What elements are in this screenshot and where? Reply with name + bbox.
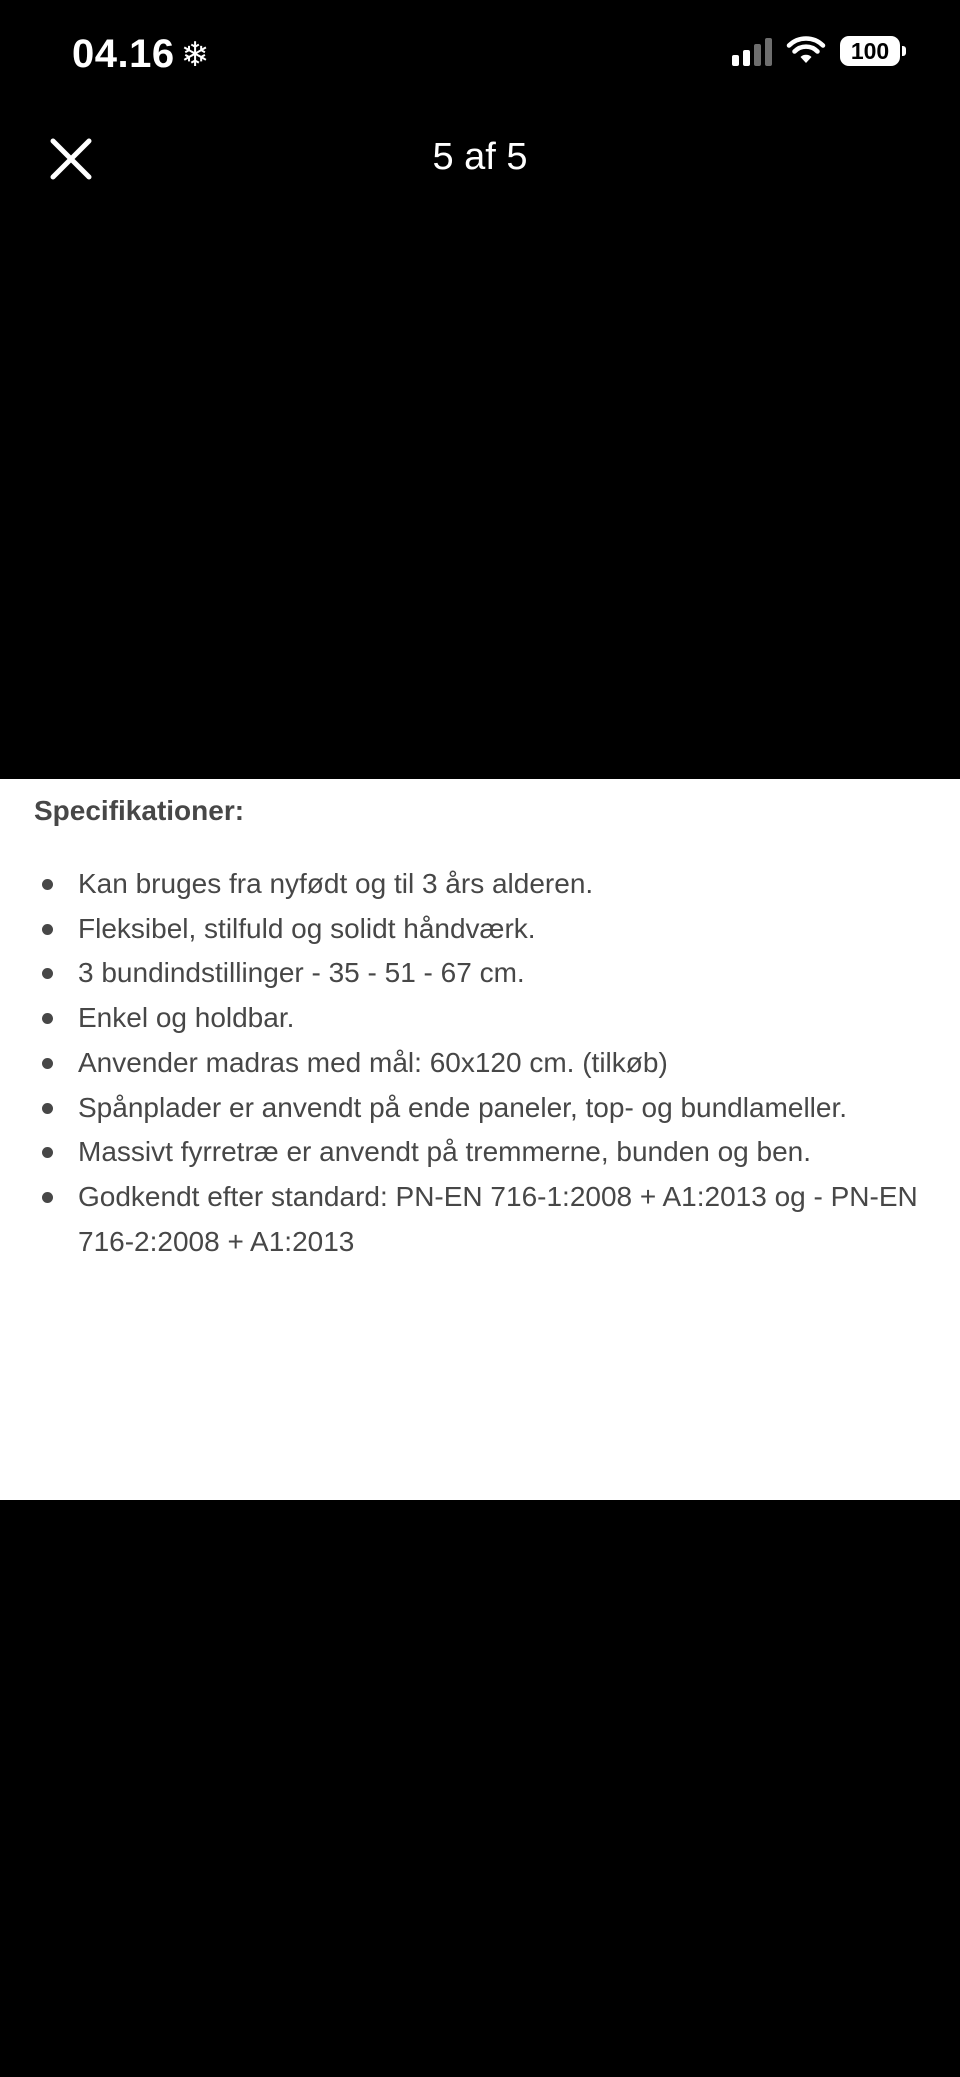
specification-image[interactable] (0, 779, 960, 1500)
status-time: 04.16 (72, 32, 175, 76)
spec-item: Enkel og holdbar. (34, 996, 934, 1041)
spec-item: Godkendt efter standard: PN-EN 716-1:2008 + A1:2013 og - PN-EN 716-2:2008 + A1:2013 (34, 1175, 934, 1264)
spec-list (34, 862, 934, 1264)
spec-item: Fleksibel, stilfuld og solidt håndværk. (34, 907, 934, 952)
status-time-group (72, 32, 210, 77)
cellular-signal-icon (732, 36, 772, 66)
page-counter: 5 af 5 (432, 136, 528, 178)
spec-item: Spånplader er anvendt på ende paneler, top- og bundlameller. (34, 1086, 934, 1131)
spec-heading: Specifikationer: (34, 795, 245, 826)
spec-item: Kan bruges fra nyfødt og til 3 års alderen. (34, 862, 934, 907)
battery-level: 100 (850, 37, 890, 64)
viewer-header (0, 108, 960, 204)
status-bar (0, 0, 960, 108)
snowflake-icon: ❄ (180, 35, 210, 74)
status-indicators (732, 36, 900, 66)
battery-icon (840, 36, 900, 66)
spec-item: 3 bundindstillinger - 35 - 51 - 67 cm. (34, 951, 934, 996)
image-viewer-area[interactable] (0, 204, 960, 2077)
spec-item: Anvender madras med mål: 60x120 cm. (tilkøb) (34, 1041, 934, 1086)
wifi-icon (786, 36, 826, 66)
spec-item: Massivt fyrretræ er anvendt på tremmerne, bunden og ben. (34, 1130, 934, 1175)
